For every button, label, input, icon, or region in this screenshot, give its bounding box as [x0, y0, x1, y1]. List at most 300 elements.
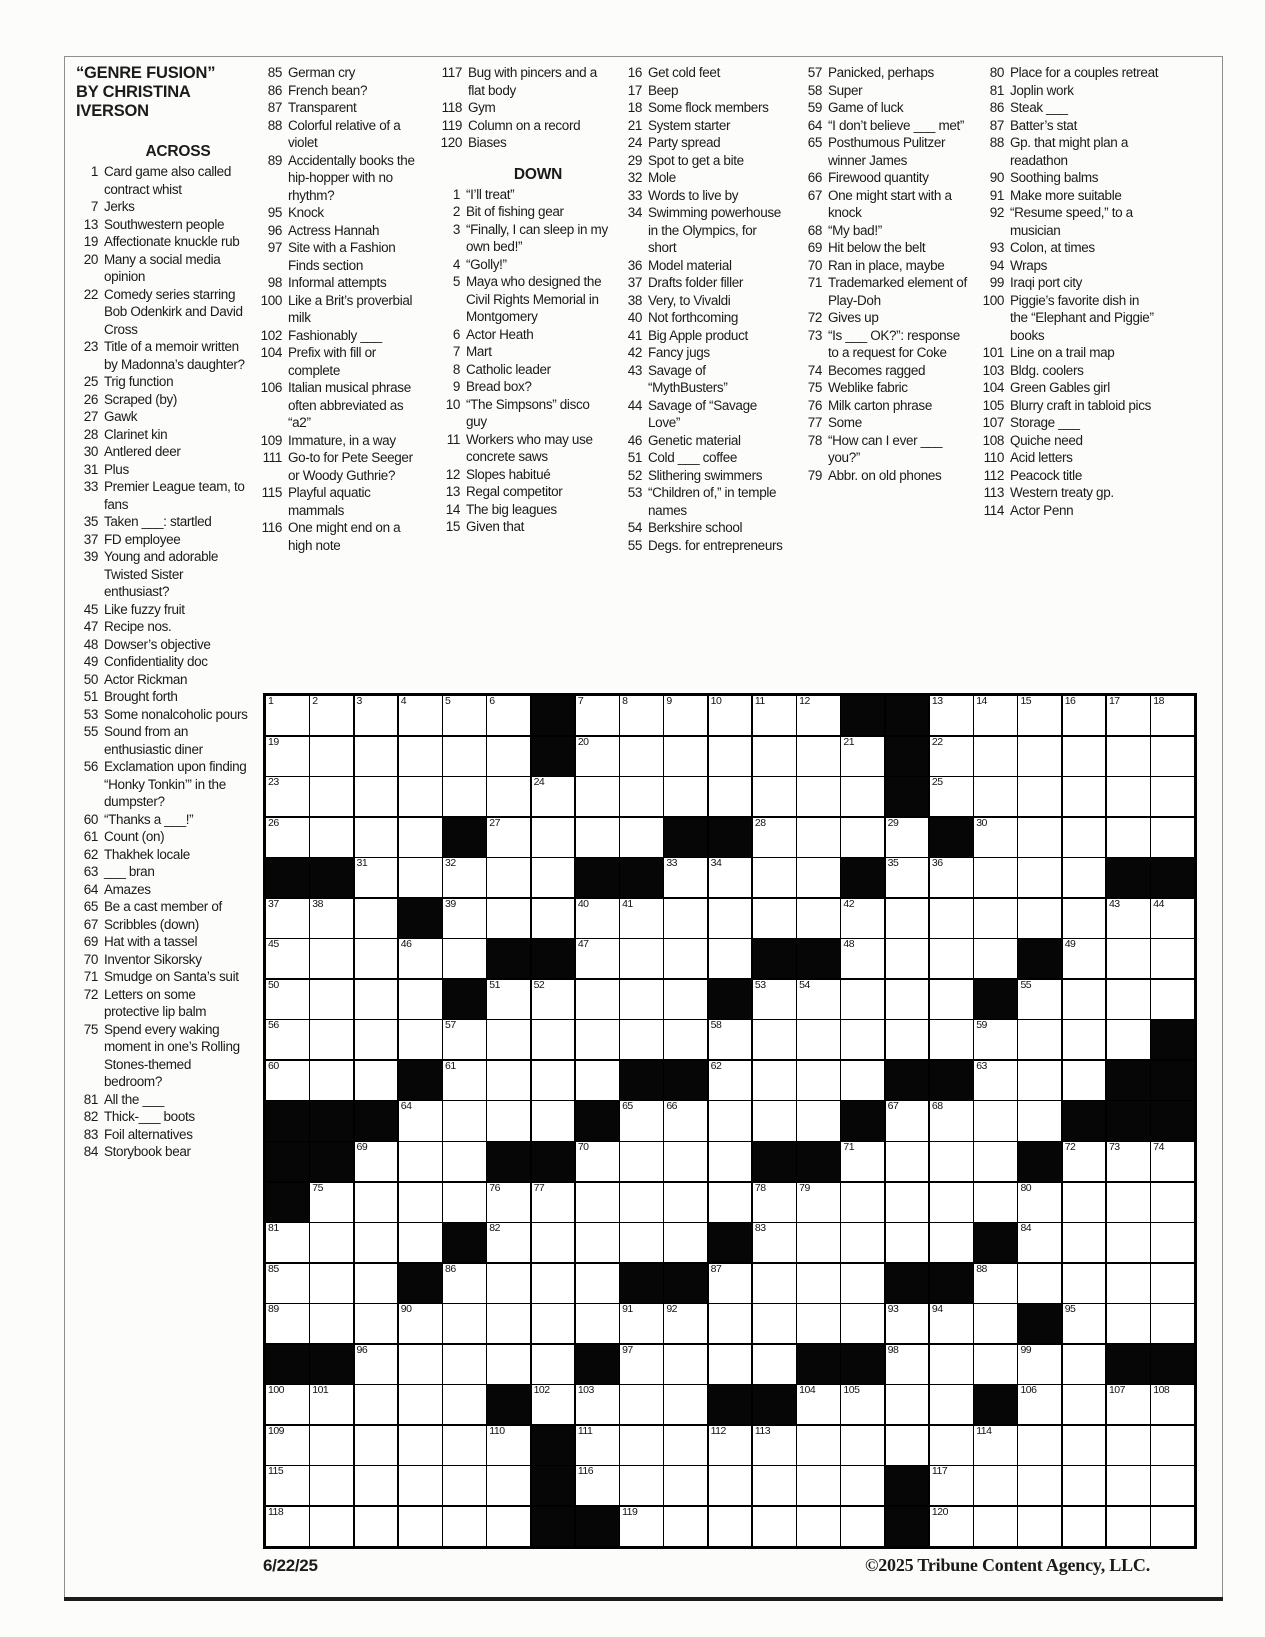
grid-cell[interactable] — [797, 1101, 840, 1140]
grid-cell[interactable] — [620, 939, 663, 978]
grid-cell[interactable] — [1107, 1385, 1150, 1424]
grid-cell[interactable] — [310, 1020, 353, 1059]
grid-cell[interactable] — [1018, 696, 1061, 735]
grid-cell[interactable] — [1107, 1223, 1150, 1262]
grid-cell[interactable] — [753, 1101, 796, 1140]
grid-cell[interactable] — [1018, 1020, 1061, 1059]
grid-cell[interactable] — [355, 696, 398, 735]
grid-cell[interactable] — [664, 1142, 707, 1181]
grid-cell[interactable] — [1107, 737, 1150, 776]
grid-cell[interactable] — [443, 1264, 486, 1303]
grid-cell[interactable] — [709, 1264, 752, 1303]
grid-cell[interactable] — [310, 1223, 353, 1262]
grid-cell[interactable] — [487, 980, 530, 1019]
grid-cell[interactable] — [532, 899, 575, 938]
grid-cell[interactable] — [1018, 737, 1061, 776]
grid-cell[interactable] — [974, 1304, 1017, 1343]
grid-cell[interactable] — [310, 1183, 353, 1222]
grid-cell[interactable] — [1063, 1264, 1106, 1303]
grid-cell[interactable] — [1151, 1385, 1194, 1424]
grid-cell[interactable] — [974, 1466, 1017, 1505]
grid-cell[interactable] — [664, 1345, 707, 1384]
grid-cell[interactable] — [576, 696, 619, 735]
grid-cell[interactable] — [266, 696, 309, 735]
grid-cell[interactable] — [487, 1061, 530, 1100]
grid-cell[interactable] — [620, 1345, 663, 1384]
grid-cell[interactable] — [664, 1304, 707, 1343]
grid-cell[interactable] — [576, 1264, 619, 1303]
grid-cell[interactable] — [930, 1466, 973, 1505]
grid-cell[interactable] — [355, 1061, 398, 1100]
grid-cell[interactable] — [399, 980, 442, 1019]
grid-cell[interactable] — [355, 858, 398, 897]
grid-cell[interactable] — [399, 818, 442, 857]
grid-cell[interactable] — [1107, 818, 1150, 857]
grid-cell[interactable] — [974, 1020, 1017, 1059]
grid-cell[interactable] — [1151, 1466, 1194, 1505]
grid-cell[interactable] — [399, 858, 442, 897]
grid-cell[interactable] — [886, 1142, 929, 1181]
grid-cell[interactable] — [620, 696, 663, 735]
grid-cell[interactable] — [266, 1466, 309, 1505]
grid-cell[interactable] — [664, 737, 707, 776]
grid-cell[interactable] — [399, 1183, 442, 1222]
grid-cell[interactable] — [355, 1345, 398, 1384]
grid-cell[interactable] — [797, 1020, 840, 1059]
grid-cell[interactable] — [355, 1020, 398, 1059]
grid-cell[interactable] — [355, 939, 398, 978]
grid-cell[interactable] — [1063, 777, 1106, 816]
grid-cell[interactable] — [930, 1020, 973, 1059]
grid-cell[interactable] — [886, 899, 929, 938]
grid-cell[interactable] — [532, 1264, 575, 1303]
grid-cell[interactable] — [310, 939, 353, 978]
grid-cell[interactable] — [443, 1142, 486, 1181]
grid-cell[interactable] — [709, 1507, 752, 1546]
grid-cell[interactable] — [1018, 1223, 1061, 1262]
grid-cell[interactable] — [355, 737, 398, 776]
grid-cell[interactable] — [443, 1101, 486, 1140]
grid-cell[interactable] — [1063, 1061, 1106, 1100]
grid-cell[interactable] — [1018, 1264, 1061, 1303]
grid-cell[interactable] — [974, 1345, 1017, 1384]
grid-cell[interactable] — [487, 858, 530, 897]
grid-cell[interactable] — [1063, 1304, 1106, 1343]
grid-cell[interactable] — [532, 1385, 575, 1424]
grid-cell[interactable] — [1018, 1101, 1061, 1140]
grid-cell[interactable] — [532, 1183, 575, 1222]
grid-cell[interactable] — [930, 939, 973, 978]
grid-cell[interactable] — [266, 939, 309, 978]
grid-cell[interactable] — [930, 980, 973, 1019]
grid-cell[interactable] — [709, 1101, 752, 1140]
grid-cell[interactable] — [620, 1101, 663, 1140]
grid-cell[interactable] — [886, 939, 929, 978]
grid-cell[interactable] — [1107, 1264, 1150, 1303]
grid-cell[interactable] — [1018, 1426, 1061, 1465]
grid-cell[interactable] — [620, 1507, 663, 1546]
grid-cell[interactable] — [355, 1385, 398, 1424]
grid-cell[interactable] — [487, 1507, 530, 1546]
grid-cell[interactable] — [1107, 1183, 1150, 1222]
grid-cell[interactable] — [1107, 1304, 1150, 1343]
grid-cell[interactable] — [664, 1466, 707, 1505]
grid-cell[interactable] — [974, 858, 1017, 897]
grid-cell[interactable] — [620, 1304, 663, 1343]
grid-cell[interactable] — [841, 818, 884, 857]
grid-cell[interactable] — [487, 1101, 530, 1140]
grid-cell[interactable] — [310, 1304, 353, 1343]
grid-cell[interactable] — [1107, 899, 1150, 938]
grid-cell[interactable] — [1063, 1345, 1106, 1384]
grid-cell[interactable] — [355, 980, 398, 1019]
grid-cell[interactable] — [797, 1304, 840, 1343]
grid-cell[interactable] — [841, 1183, 884, 1222]
grid-cell[interactable] — [355, 818, 398, 857]
grid-cell[interactable] — [620, 1020, 663, 1059]
grid-cell[interactable] — [974, 1183, 1017, 1222]
grid-cell[interactable] — [443, 939, 486, 978]
grid-cell[interactable] — [399, 1426, 442, 1465]
grid-cell[interactable] — [886, 1223, 929, 1262]
grid-cell[interactable] — [355, 1264, 398, 1303]
grid-cell[interactable] — [1018, 1061, 1061, 1100]
grid-cell[interactable] — [709, 858, 752, 897]
grid-cell[interactable] — [1063, 1466, 1106, 1505]
grid-cell[interactable] — [1063, 818, 1106, 857]
grid-cell[interactable] — [974, 777, 1017, 816]
grid-cell[interactable] — [709, 1061, 752, 1100]
grid-cell[interactable] — [886, 1183, 929, 1222]
grid-cell[interactable] — [1107, 939, 1150, 978]
grid-cell[interactable] — [930, 1507, 973, 1546]
grid-cell[interactable] — [487, 1020, 530, 1059]
grid-cell[interactable] — [1063, 1183, 1106, 1222]
grid-cell[interactable] — [974, 818, 1017, 857]
grid-cell[interactable] — [841, 1304, 884, 1343]
grid-cell[interactable] — [886, 858, 929, 897]
grid-cell[interactable] — [487, 1223, 530, 1262]
grid-cell[interactable] — [1063, 899, 1106, 938]
grid-cell[interactable] — [620, 899, 663, 938]
grid-cell[interactable] — [664, 1385, 707, 1424]
grid-cell[interactable] — [841, 939, 884, 978]
grid-cell[interactable] — [930, 1345, 973, 1384]
grid-cell[interactable] — [709, 939, 752, 978]
grid-cell[interactable] — [532, 858, 575, 897]
grid-cell[interactable] — [1151, 899, 1194, 938]
grid-cell[interactable] — [1063, 1223, 1106, 1262]
grid-cell[interactable] — [753, 1264, 796, 1303]
grid-cell[interactable] — [1063, 696, 1106, 735]
grid-cell[interactable] — [399, 777, 442, 816]
grid-cell[interactable] — [399, 696, 442, 735]
grid-cell[interactable] — [443, 777, 486, 816]
grid-cell[interactable] — [886, 1304, 929, 1343]
grid-cell[interactable] — [1107, 980, 1150, 1019]
grid-cell[interactable] — [1018, 1385, 1061, 1424]
grid-cell[interactable] — [930, 858, 973, 897]
grid-cell[interactable] — [797, 1385, 840, 1424]
grid-cell[interactable] — [841, 1466, 884, 1505]
grid-cell[interactable] — [576, 777, 619, 816]
grid-cell[interactable] — [930, 1101, 973, 1140]
grid-cell[interactable] — [576, 1223, 619, 1262]
grid-cell[interactable] — [1107, 1142, 1150, 1181]
grid-cell[interactable] — [841, 899, 884, 938]
grid-cell[interactable] — [1018, 899, 1061, 938]
grid-cell[interactable] — [310, 1385, 353, 1424]
grid-cell[interactable] — [930, 1304, 973, 1343]
grid-cell[interactable] — [399, 737, 442, 776]
grid-cell[interactable] — [1018, 1345, 1061, 1384]
grid-cell[interactable] — [487, 899, 530, 938]
grid-cell[interactable] — [797, 777, 840, 816]
grid-cell[interactable] — [1151, 980, 1194, 1019]
grid-cell[interactable] — [1018, 1507, 1061, 1546]
grid-cell[interactable] — [886, 980, 929, 1019]
grid-cell[interactable] — [1063, 1507, 1106, 1546]
grid-cell[interactable] — [797, 696, 840, 735]
grid-cell[interactable] — [532, 1304, 575, 1343]
grid-cell[interactable] — [797, 899, 840, 938]
grid-cell[interactable] — [576, 1466, 619, 1505]
grid-cell[interactable] — [355, 1183, 398, 1222]
grid-cell[interactable] — [841, 980, 884, 1019]
grid-cell[interactable] — [443, 1183, 486, 1222]
grid-cell[interactable] — [664, 1507, 707, 1546]
grid-cell[interactable] — [532, 777, 575, 816]
grid-cell[interactable] — [1018, 980, 1061, 1019]
grid-cell[interactable] — [753, 899, 796, 938]
grid-cell[interactable] — [974, 1061, 1017, 1100]
grid-cell[interactable] — [974, 1142, 1017, 1181]
grid-cell[interactable] — [443, 1466, 486, 1505]
grid-cell[interactable] — [709, 1426, 752, 1465]
grid-cell[interactable] — [664, 1426, 707, 1465]
grid-cell[interactable] — [310, 1466, 353, 1505]
grid-cell[interactable] — [1151, 777, 1194, 816]
grid-cell[interactable] — [443, 858, 486, 897]
grid-cell[interactable] — [620, 737, 663, 776]
grid-cell[interactable] — [974, 1426, 1017, 1465]
grid-cell[interactable] — [310, 980, 353, 1019]
grid-cell[interactable] — [266, 1020, 309, 1059]
grid-cell[interactable] — [709, 1183, 752, 1222]
grid-cell[interactable] — [576, 737, 619, 776]
grid-cell[interactable] — [709, 696, 752, 735]
grid-cell[interactable] — [1107, 1020, 1150, 1059]
grid-cell[interactable] — [266, 899, 309, 938]
grid-cell[interactable] — [266, 1223, 309, 1262]
grid-cell[interactable] — [487, 737, 530, 776]
grid-cell[interactable] — [797, 1223, 840, 1262]
grid-cell[interactable] — [797, 1061, 840, 1100]
grid-cell[interactable] — [1018, 1466, 1061, 1505]
grid-cell[interactable] — [664, 1020, 707, 1059]
grid-cell[interactable] — [620, 980, 663, 1019]
grid-cell[interactable] — [797, 1507, 840, 1546]
grid-cell[interactable] — [797, 1466, 840, 1505]
grid-cell[interactable] — [1151, 1426, 1194, 1465]
grid-cell[interactable] — [1063, 1385, 1106, 1424]
grid-cell[interactable] — [930, 1385, 973, 1424]
grid-cell[interactable] — [532, 1101, 575, 1140]
grid-cell[interactable] — [355, 899, 398, 938]
grid-cell[interactable] — [443, 1345, 486, 1384]
grid-cell[interactable] — [443, 1507, 486, 1546]
grid-cell[interactable] — [399, 1020, 442, 1059]
grid-cell[interactable] — [797, 1426, 840, 1465]
grid-cell[interactable] — [930, 1426, 973, 1465]
grid-cell[interactable] — [1151, 1304, 1194, 1343]
grid-cell[interactable] — [355, 1304, 398, 1343]
grid-cell[interactable] — [753, 1304, 796, 1343]
grid-cell[interactable] — [753, 1426, 796, 1465]
grid-cell[interactable] — [1063, 939, 1106, 978]
grid-cell[interactable] — [841, 1142, 884, 1181]
grid-cell[interactable] — [487, 1345, 530, 1384]
grid-cell[interactable] — [753, 980, 796, 1019]
grid-cell[interactable] — [620, 818, 663, 857]
grid-cell[interactable] — [841, 1385, 884, 1424]
grid-cell[interactable] — [1151, 1142, 1194, 1181]
grid-cell[interactable] — [974, 899, 1017, 938]
grid-cell[interactable] — [753, 1345, 796, 1384]
grid-cell[interactable] — [355, 1142, 398, 1181]
grid-cell[interactable] — [841, 777, 884, 816]
grid-cell[interactable] — [310, 696, 353, 735]
grid-cell[interactable] — [620, 1426, 663, 1465]
grid-cell[interactable] — [1107, 1507, 1150, 1546]
grid-cell[interactable] — [886, 818, 929, 857]
grid-cell[interactable] — [664, 1223, 707, 1262]
grid-cell[interactable] — [310, 899, 353, 938]
grid-cell[interactable] — [487, 696, 530, 735]
grid-cell[interactable] — [886, 1101, 929, 1140]
grid-cell[interactable] — [620, 777, 663, 816]
grid-cell[interactable] — [620, 1223, 663, 1262]
grid-cell[interactable] — [709, 1142, 752, 1181]
grid-cell[interactable] — [443, 696, 486, 735]
grid-cell[interactable] — [753, 858, 796, 897]
grid-cell[interactable] — [664, 1101, 707, 1140]
grid-cell[interactable] — [399, 1345, 442, 1384]
grid-cell[interactable] — [664, 939, 707, 978]
grid-cell[interactable] — [664, 899, 707, 938]
grid-cell[interactable] — [753, 1466, 796, 1505]
grid-cell[interactable] — [266, 1264, 309, 1303]
grid-cell[interactable] — [886, 1345, 929, 1384]
grid-cell[interactable] — [487, 1304, 530, 1343]
grid-cell[interactable] — [974, 696, 1017, 735]
grid-cell[interactable] — [1063, 1426, 1106, 1465]
grid-cell[interactable] — [753, 777, 796, 816]
grid-cell[interactable] — [310, 1426, 353, 1465]
grid-cell[interactable] — [266, 980, 309, 1019]
grid-cell[interactable] — [1018, 1183, 1061, 1222]
grid-cell[interactable] — [266, 1426, 309, 1465]
grid-cell[interactable] — [1107, 696, 1150, 735]
grid-cell[interactable] — [930, 899, 973, 938]
grid-cell[interactable] — [709, 1304, 752, 1343]
grid-cell[interactable] — [1018, 858, 1061, 897]
grid-cell[interactable] — [532, 1223, 575, 1262]
grid-cell[interactable] — [753, 818, 796, 857]
grid-cell[interactable] — [620, 1385, 663, 1424]
grid-cell[interactable] — [841, 1426, 884, 1465]
grid-cell[interactable] — [664, 777, 707, 816]
grid-cell[interactable] — [266, 737, 309, 776]
grid-cell[interactable] — [487, 1264, 530, 1303]
grid-cell[interactable] — [443, 1061, 486, 1100]
grid-cell[interactable] — [443, 1426, 486, 1465]
grid-cell[interactable] — [310, 818, 353, 857]
grid-cell[interactable] — [443, 899, 486, 938]
grid-cell[interactable] — [576, 1426, 619, 1465]
grid-cell[interactable] — [930, 777, 973, 816]
grid-cell[interactable] — [576, 939, 619, 978]
grid-cell[interactable] — [355, 1466, 398, 1505]
grid-cell[interactable] — [620, 1183, 663, 1222]
grid-cell[interactable] — [709, 737, 752, 776]
grid-cell[interactable] — [399, 1466, 442, 1505]
grid-cell[interactable] — [930, 737, 973, 776]
grid-cell[interactable] — [487, 818, 530, 857]
grid-cell[interactable] — [709, 1466, 752, 1505]
grid-cell[interactable] — [266, 777, 309, 816]
grid-cell[interactable] — [1063, 1020, 1106, 1059]
grid-cell[interactable] — [576, 1304, 619, 1343]
grid-cell[interactable] — [974, 939, 1017, 978]
grid-cell[interactable] — [532, 980, 575, 1019]
grid-cell[interactable] — [266, 1507, 309, 1546]
grid-cell[interactable] — [266, 818, 309, 857]
grid-cell[interactable] — [399, 1142, 442, 1181]
grid-cell[interactable] — [797, 1183, 840, 1222]
grid-cell[interactable] — [930, 696, 973, 735]
grid-cell[interactable] — [443, 737, 486, 776]
grid-cell[interactable] — [753, 737, 796, 776]
grid-cell[interactable] — [355, 1507, 398, 1546]
grid-cell[interactable] — [1107, 777, 1150, 816]
grid-cell[interactable] — [797, 737, 840, 776]
grid-cell[interactable] — [266, 1304, 309, 1343]
grid-cell[interactable] — [1151, 939, 1194, 978]
grid-cell[interactable] — [797, 1264, 840, 1303]
grid-cell[interactable] — [841, 737, 884, 776]
grid-cell[interactable] — [399, 1304, 442, 1343]
grid-cell[interactable] — [399, 939, 442, 978]
grid-cell[interactable] — [664, 1183, 707, 1222]
grid-cell[interactable] — [576, 818, 619, 857]
grid-cell[interactable] — [1063, 980, 1106, 1019]
grid-cell[interactable] — [487, 1426, 530, 1465]
grid-cell[interactable] — [576, 1385, 619, 1424]
grid-cell[interactable] — [532, 1020, 575, 1059]
grid-cell[interactable] — [1151, 1264, 1194, 1303]
grid-cell[interactable] — [310, 777, 353, 816]
grid-cell[interactable] — [1151, 696, 1194, 735]
grid-cell[interactable] — [1018, 777, 1061, 816]
grid-cell[interactable] — [664, 858, 707, 897]
grid-cell[interactable] — [532, 1061, 575, 1100]
grid-cell[interactable] — [709, 1020, 752, 1059]
grid-cell[interactable] — [266, 1385, 309, 1424]
grid-cell[interactable] — [841, 1223, 884, 1262]
grid-cell[interactable] — [443, 1020, 486, 1059]
grid-cell[interactable] — [709, 777, 752, 816]
